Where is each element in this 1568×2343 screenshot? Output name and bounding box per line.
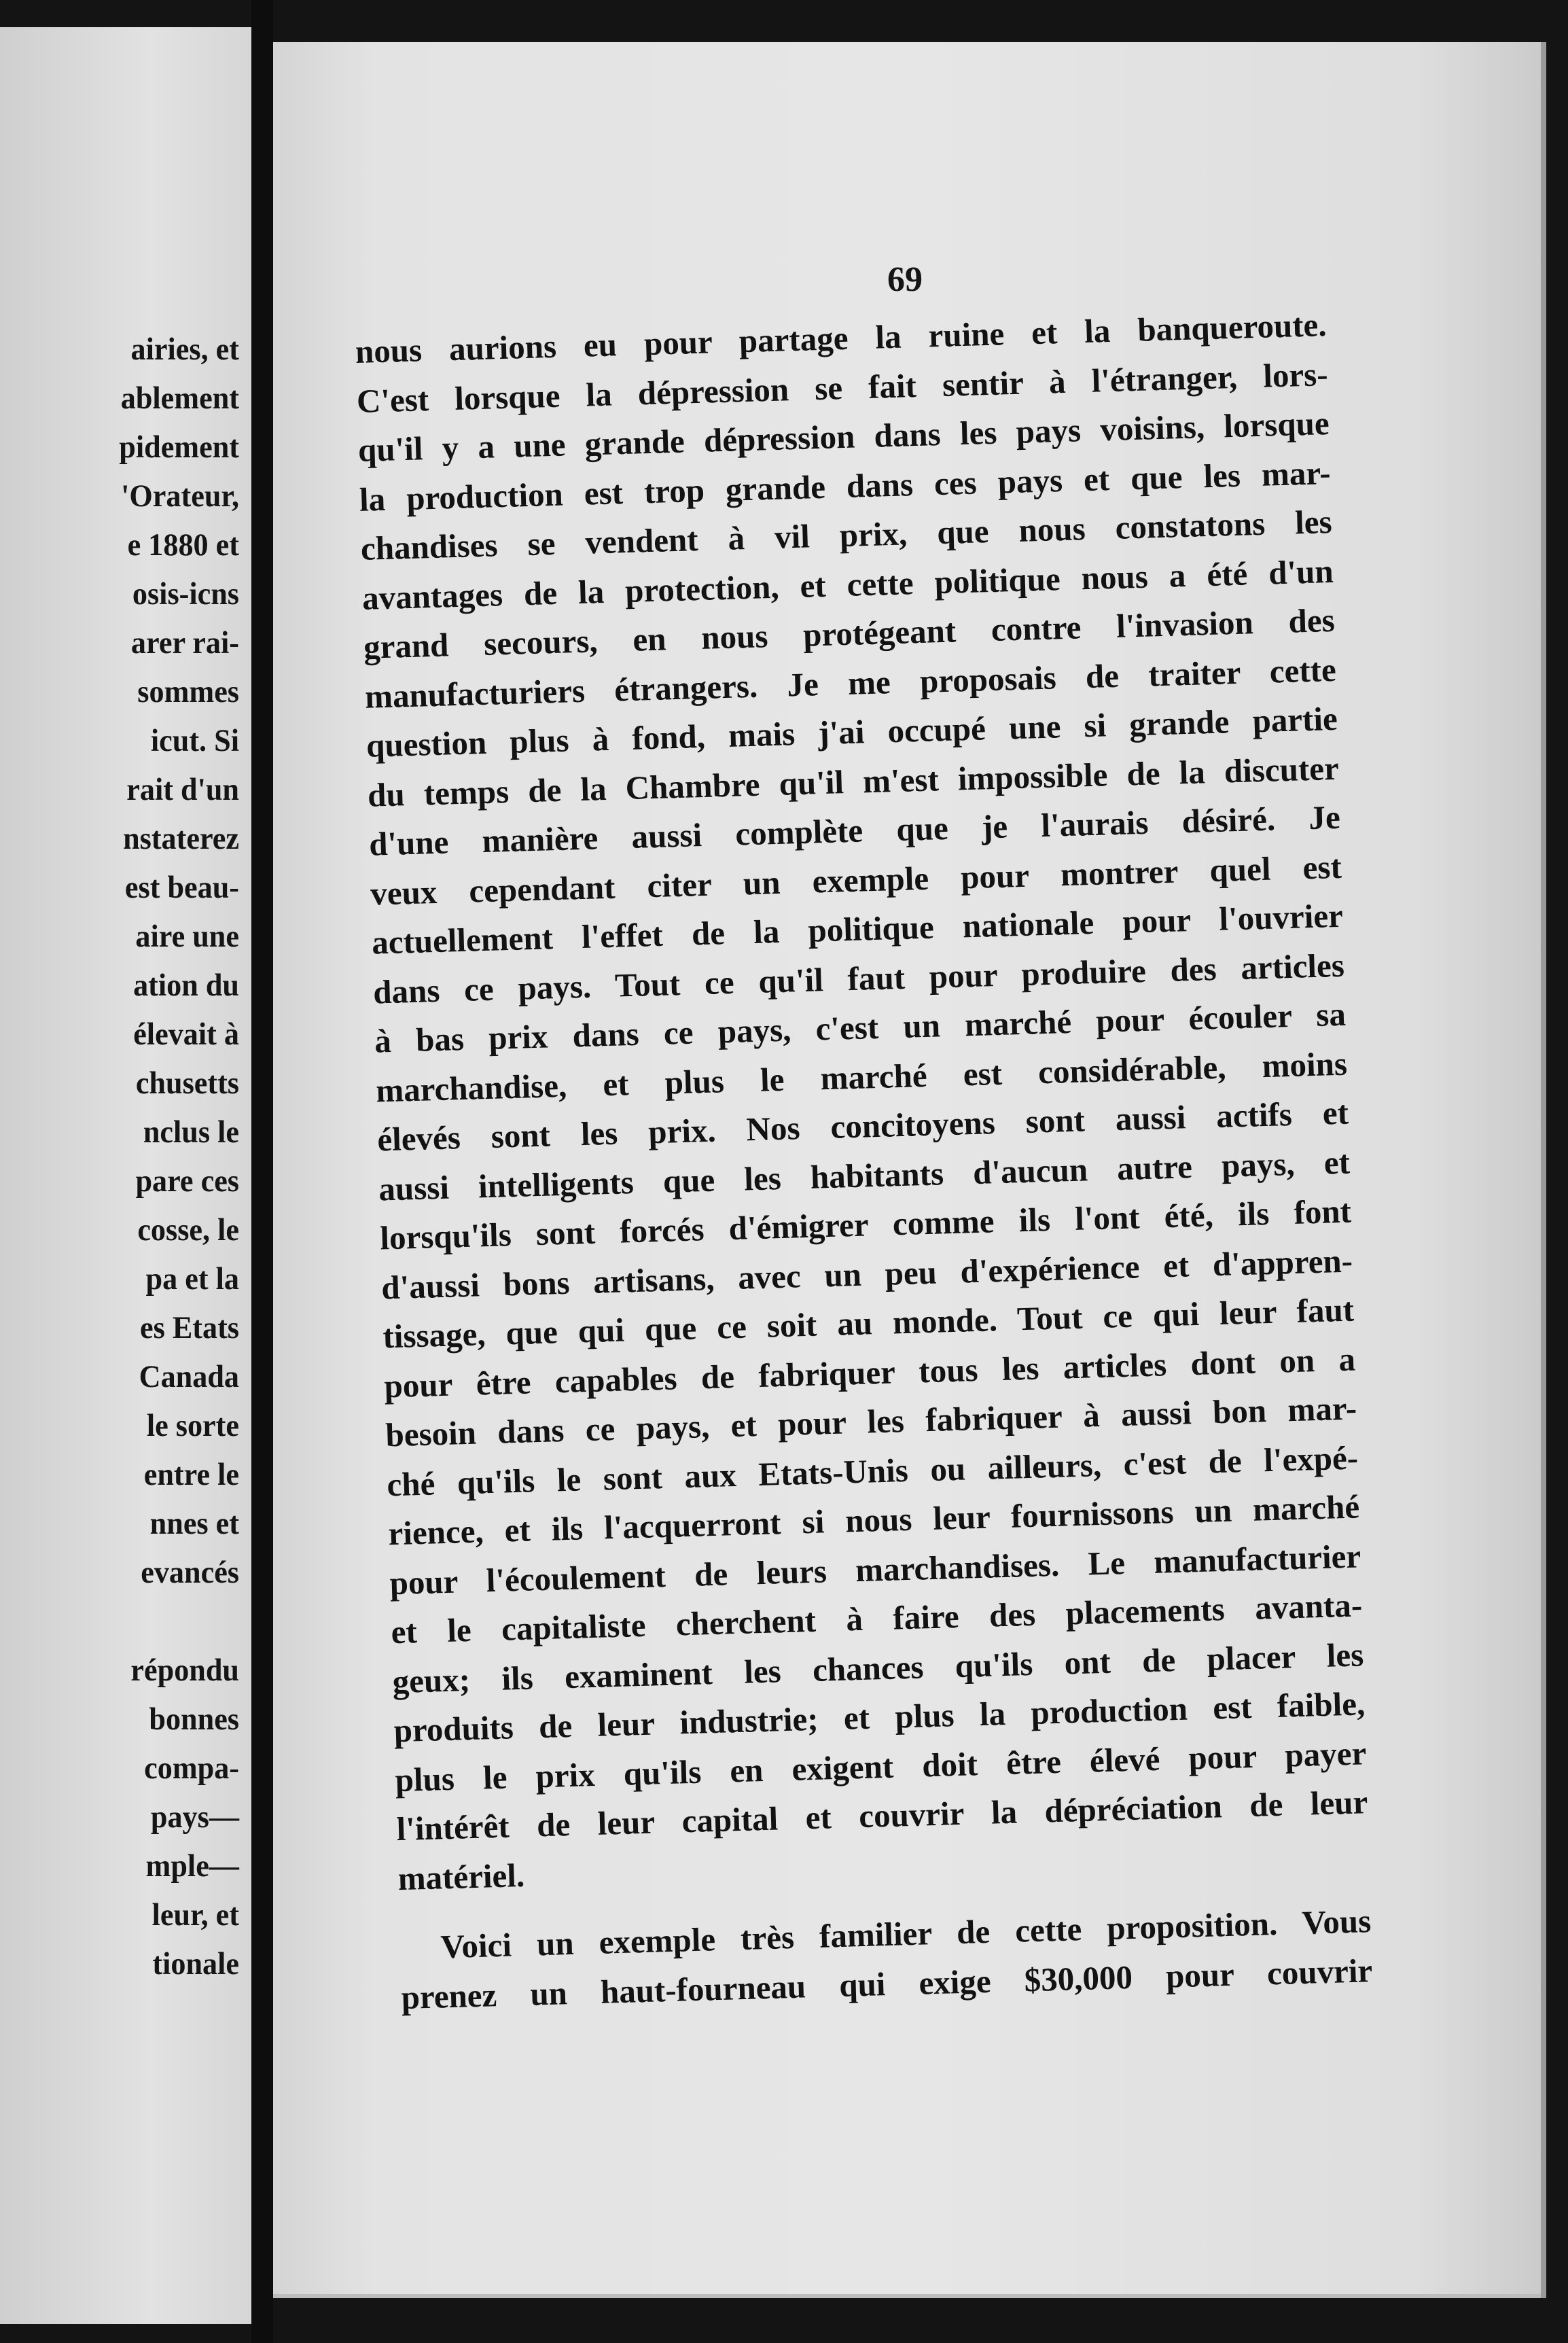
- book-gutter: [251, 0, 273, 2343]
- page-number: 69: [887, 260, 923, 299]
- left-page-line: pa et la: [145, 1261, 239, 1297]
- left-page-line: pidement: [119, 429, 239, 465]
- text-line: l'intérêt de leur capital et couvrir la dépréciation de leur: [395, 1783, 1368, 1848]
- text-line: ché qu'ils le sont aux Etats-Unis ou ailleurs, c'est de l'expé-: [386, 1438, 1359, 1503]
- text-line: élevés sont les prix. Nos concitoyens sont aussi actifs et: [376, 1093, 1349, 1159]
- text-line: C'est lorsque la dépression se fait sentir à l'étranger, lors-: [356, 355, 1329, 420]
- text-line: à bas prix dans ce pays, c'est un marché pour écouler sa: [374, 995, 1347, 1060]
- left-page-line: compa-: [144, 1750, 239, 1786]
- left-page-line: entre le: [143, 1457, 239, 1492]
- left-page-line: le sorte: [146, 1408, 239, 1443]
- left-page-line: aire une: [135, 919, 239, 954]
- left-page-line: élevait à: [133, 1017, 239, 1052]
- text-line: manufacturiers étrangers. Je me proposais de traiter cette: [364, 650, 1337, 716]
- text-line: actuellement l'effet de la politique nationale pour l'ouvrier: [371, 896, 1344, 962]
- right-page: [273, 42, 1546, 2298]
- left-page-line: 'Orateur,: [121, 478, 239, 514]
- left-page-line: tionale: [152, 1946, 239, 1981]
- left-page-line: evancés: [141, 1555, 239, 1590]
- left-page-line: airies, et: [130, 332, 239, 367]
- text-line: pour l'écoulement de leurs marchandises. Le manufacturier: [389, 1536, 1361, 1602]
- body-text: [355, 300, 1373, 2022]
- left-page-line: cosse, le: [137, 1212, 239, 1248]
- text-line: qu'il y a une grande dépression dans les pays voisins, lorsque: [357, 404, 1330, 469]
- text-line: du temps de la Chambre qu'il m'est impossible de la discuter: [367, 749, 1340, 814]
- text-line: d'une manière aussi complète que je l'aurais désiré. Je: [368, 798, 1341, 863]
- text-line: la production est trop grande dans ces pays et que les mar-: [359, 453, 1332, 518]
- text-line: pour être capables de fabriquer tous les articles dont on a: [383, 1339, 1356, 1405]
- text-line: question plus à fond, mais j'ai occupé une si grande partie: [366, 699, 1338, 764]
- left-page-line: Canada: [139, 1359, 239, 1394]
- text-line: matériel.: [397, 1856, 525, 1897]
- left-page-line: est beau-: [124, 870, 239, 905]
- left-page-line: bonnes: [149, 1702, 239, 1737]
- left-page-line: e 1880 et: [127, 527, 239, 563]
- left-page-line: chusetts: [135, 1065, 239, 1101]
- left-page-line: nstaterez: [123, 821, 239, 856]
- text-line: produits de leur industrie; et plus la production est faible,: [393, 1685, 1366, 1750]
- left-page-line: répondu: [130, 1653, 239, 1688]
- text-line: rience, et ils l'acquerront si nous leur fournissons un marché: [387, 1487, 1360, 1553]
- left-page-line: leur, et: [152, 1897, 239, 1933]
- text-line: tissage, que qui que ce soit au monde. Tout ce qui leur faut: [382, 1290, 1355, 1356]
- text-line: plus le prix qu'ils en exigent doit être élevé pour payer: [394, 1733, 1367, 1799]
- left-page-line: ation du: [133, 968, 239, 1003]
- left-facing-page: [0, 27, 251, 2324]
- text-line: et le capitaliste cherchent à faire des placements avanta-: [390, 1586, 1363, 1651]
- text-line: dans ce pays. Tout ce qu'il faut pour produire des articles: [372, 946, 1345, 1011]
- left-page-line: arer rai-: [130, 625, 239, 660]
- text-line: chandises se vendent à vil prix, que nous constatons les: [360, 502, 1333, 567]
- text-line: prenez un haut-fourneau qui exige $30,000 pour couvrir: [400, 1951, 1373, 2016]
- text-line: marchandise, et plus le marché est considérable, moins: [375, 1044, 1348, 1110]
- left-page-text: [0, 325, 239, 1988]
- left-page-line: es Etats: [139, 1310, 239, 1345]
- text-line: d'aussi bons artisans, avec un peu d'expérience et d'appren-: [380, 1241, 1353, 1306]
- left-page-line: pays—: [150, 1799, 239, 1835]
- text-line: grand secours, en nous protégeant contre l'invasion des: [363, 601, 1336, 666]
- left-page-line: icut. Si: [150, 723, 239, 758]
- left-page-paragraph-gap: [0, 1597, 239, 1646]
- text-line: besoin dans ce pays, et pour les fabriquer à aussi bon mar-: [385, 1389, 1357, 1454]
- left-page-line: pare ces: [135, 1163, 239, 1199]
- left-page-line: nclus le: [143, 1114, 239, 1150]
- left-page-line: rait d'un: [126, 772, 239, 807]
- left-page-line: ablement: [120, 381, 239, 416]
- text-line: Voici un exemple très familier de cette proposition. Vous: [440, 1902, 1372, 1966]
- left-page-line: nnes et: [149, 1506, 239, 1541]
- text-line: veux cependant citer un exemple pour montrer quel est: [370, 847, 1342, 913]
- text-line: nous aurions eu pour partage la ruine et la banqueroute.: [355, 306, 1328, 370]
- text-line: avantages de la protection, et cette politique nous a été d'un: [361, 552, 1334, 617]
- text-line: aussi intelligents que les habitants d'aucun autre pays, et: [378, 1143, 1351, 1208]
- left-page-line: osis-icns: [132, 576, 239, 612]
- text-line: lorsqu'ils sont forcés d'émigrer comme ils l'ont été, ils font: [379, 1192, 1352, 1257]
- text-line: geux; ils examinent les chances qu'ils ont de placer les: [391, 1635, 1364, 1700]
- left-page-line: mple—: [145, 1848, 239, 1884]
- left-page-line: sommes: [137, 674, 239, 709]
